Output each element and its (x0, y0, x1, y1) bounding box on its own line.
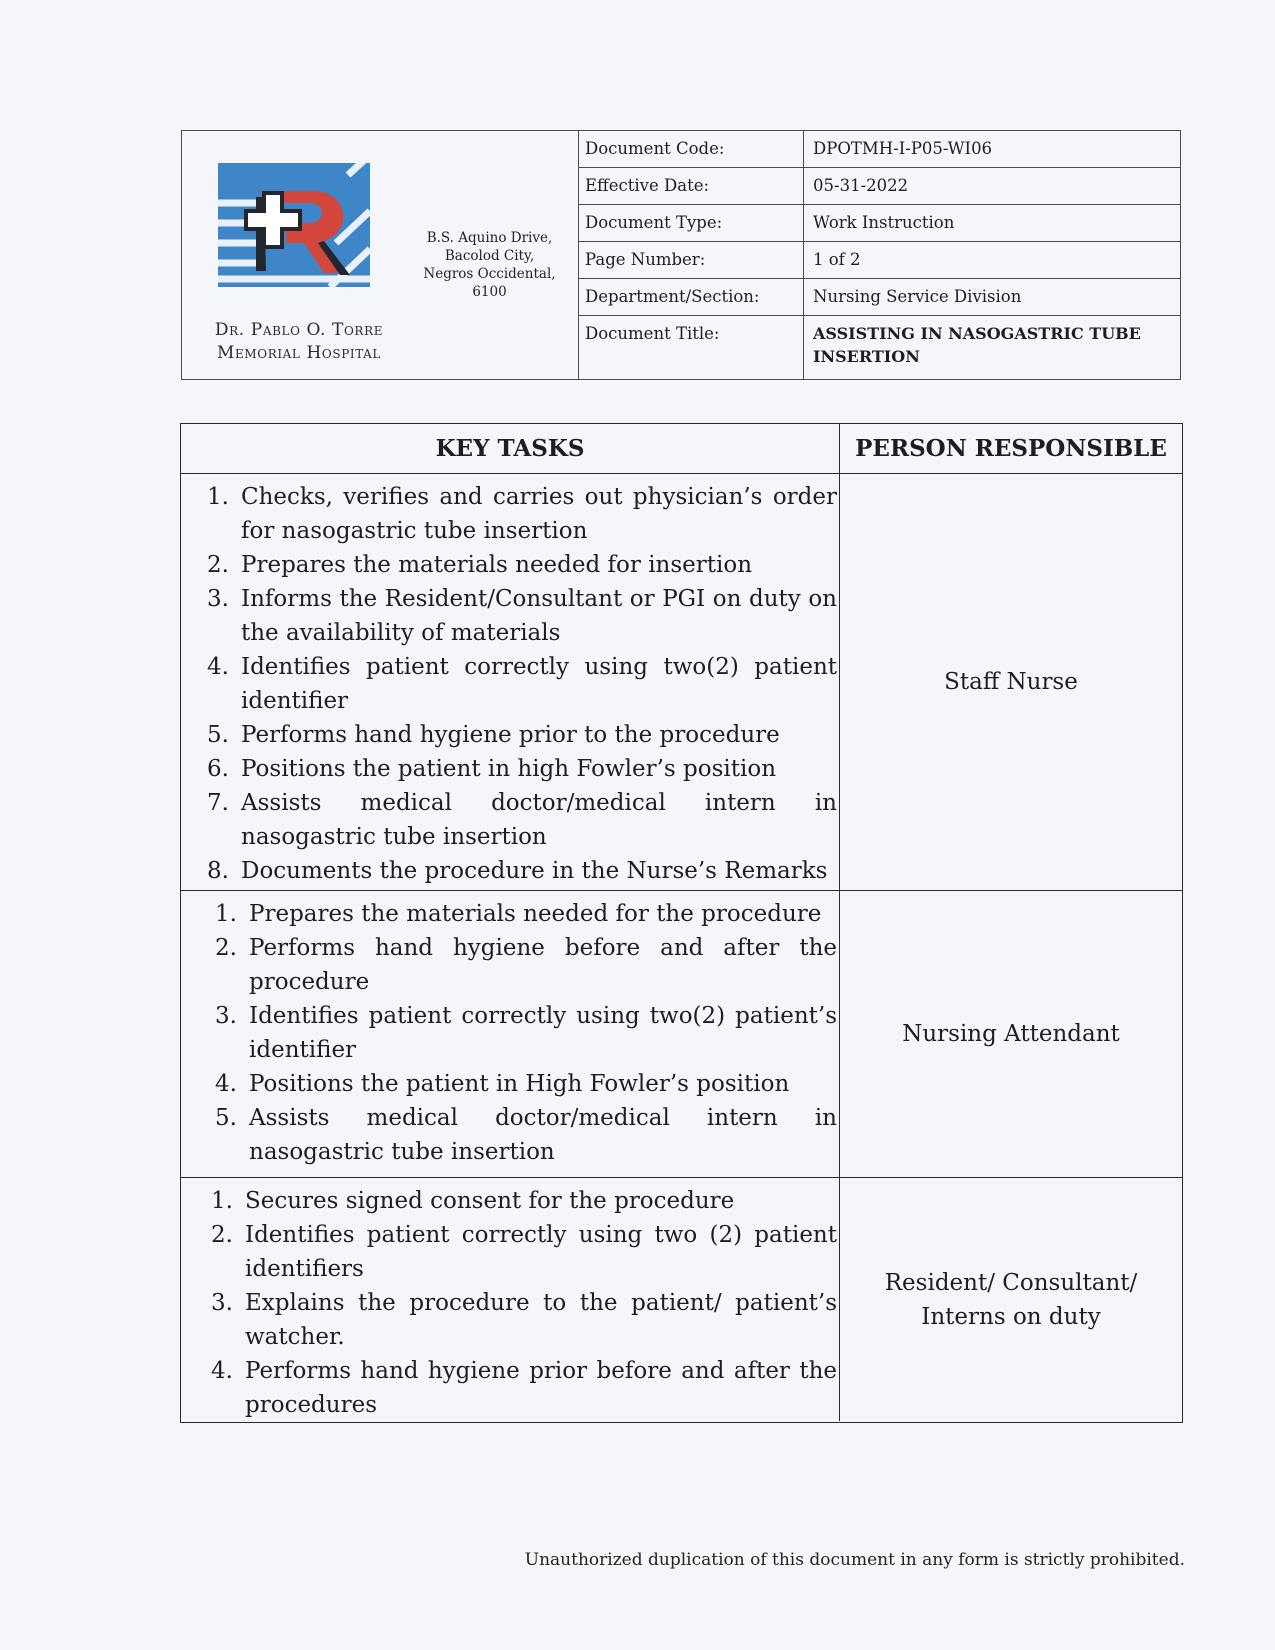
meta-label: Page Number: (579, 242, 804, 278)
list-item-text: Identifies patient correctly using two(2) patient identifier (241, 654, 837, 714)
list-item-number: 1. (215, 901, 237, 927)
list-item-number: 6. (207, 756, 229, 782)
list-item-text: Assists medical doctor/medical intern in nasogastric tube insertion (249, 1105, 837, 1165)
list-item (181, 1184, 837, 1218)
list-item-number: 2. (207, 552, 229, 578)
list-item (181, 480, 837, 548)
list-item (181, 548, 837, 582)
list-item-text: Performs hand hygiene prior to the procedure (241, 722, 780, 748)
list-item-text: Secures signed consent for the procedure (245, 1188, 735, 1214)
address-line: 6100 (472, 284, 507, 300)
list-item (181, 1286, 837, 1354)
meta-row-document-code (579, 131, 1180, 168)
list-item-number: 3. (211, 1290, 233, 1316)
meta-value: Work Instruction (813, 213, 955, 232)
list-item (181, 786, 837, 854)
task-list-cell (181, 474, 840, 890)
list-item-number: 7. (207, 790, 229, 816)
hospital-name: Dr. Pablo O. Torre Memorial Hospital (214, 320, 384, 363)
table-header-row (181, 424, 1182, 474)
list-item-number: 3. (207, 586, 229, 612)
list-item-number: 4. (207, 654, 229, 680)
document-meta-table (579, 131, 1180, 379)
column-header-person-responsible: PERSON RESPONSIBLE (855, 435, 1167, 462)
key-tasks-table (180, 423, 1183, 1423)
person-responsible-cell: Nursing Attendant (902, 1021, 1120, 1047)
list-item-number: 4. (211, 1358, 233, 1384)
list-item-number: 4. (215, 1071, 237, 1097)
hospital-address (402, 229, 577, 301)
address-line: B.S. Aquino Drive, (426, 230, 553, 246)
list-item-number: 1. (211, 1188, 233, 1214)
task-list-cell (181, 1178, 840, 1421)
list-item (181, 752, 837, 786)
list-item-text: Positions the patient in high Fowler’s position (241, 756, 777, 782)
list-item (181, 897, 837, 931)
hospital-logo-cell (182, 131, 579, 379)
list-item (181, 1354, 837, 1422)
meta-label: Document Title: (579, 316, 804, 379)
task-list (181, 1184, 837, 1422)
list-item (181, 718, 837, 752)
person-responsible-cell: Resident/ Consultant/ Interns on duty (884, 1269, 1138, 1330)
list-item-text: Prepares the materials needed for insertion (241, 552, 753, 578)
list-item-number: 1. (207, 484, 229, 510)
task-group-staff-nurse (181, 474, 1182, 891)
meta-label: Department/Section: (579, 279, 804, 315)
list-item-number: 8. (207, 858, 229, 884)
list-item-text: Checks, verifies and carries out physician’s order for nasogastric tube insertion (241, 484, 837, 544)
list-item (181, 582, 837, 650)
list-item-number: 5. (207, 722, 229, 748)
list-item-text: Performs hand hygiene prior before and after the procedures (245, 1358, 837, 1418)
list-item (181, 854, 837, 888)
task-list (181, 897, 837, 1169)
list-item-text: Documents the procedure in the Nurse’s Remarks (241, 858, 828, 884)
hospital-cross-r-logo-icon (218, 163, 378, 291)
document-title: ASSISTING IN NASOGASTRIC TUBE INSERTION (813, 324, 1141, 366)
list-item-text: Assists medical doctor/medical intern in nasogastric tube insertion (241, 790, 837, 850)
duplication-notice: Unauthorized duplication of this document in any form is strictly prohibited. (524, 1550, 1185, 1570)
list-item (181, 1218, 837, 1286)
list-item-text: Informs the Resident/Consultant or PGI on duty on the availability of materials (241, 586, 837, 646)
list-item-text: Identifies patient correctly using two (2) patient identifiers (245, 1222, 837, 1282)
list-item-number: 3. (215, 1003, 237, 1029)
meta-value: DPOTMH-I-P05-WI06 (813, 139, 993, 158)
meta-label: Document Code: (579, 131, 804, 167)
list-item (181, 1101, 837, 1169)
list-item (181, 650, 837, 718)
meta-value: 1 of 2 (813, 250, 861, 269)
meta-row-effective-date (579, 168, 1180, 205)
meta-row-document-title (579, 316, 1180, 379)
list-item (181, 1067, 837, 1101)
meta-label: Effective Date: (579, 168, 804, 204)
task-list-cell (181, 891, 840, 1177)
list-item-number: 2. (215, 935, 237, 961)
list-item-text: Explains the procedure to the patient/ patient’s watcher. (245, 1290, 837, 1350)
list-item-number: 5. (215, 1105, 237, 1131)
person-responsible-cell: Staff Nurse (944, 669, 1078, 695)
list-item (181, 999, 837, 1067)
address-line: Bacolod City, (444, 248, 535, 264)
list-item-text: Prepares the materials needed for the procedure (249, 901, 822, 927)
task-list (181, 480, 837, 888)
list-item (181, 931, 837, 999)
meta-row-department (579, 279, 1180, 316)
task-group-resident-consultant (181, 1178, 1182, 1421)
list-item-number: 2. (211, 1222, 233, 1248)
list-item-text: Performs hand hygiene before and after the procedure (249, 935, 837, 995)
meta-row-document-type (579, 205, 1180, 242)
meta-value: Nursing Service Division (813, 287, 1022, 306)
document-header (181, 130, 1181, 380)
address-line: Negros Occidental, (423, 266, 556, 282)
column-header-key-tasks: KEY TASKS (181, 424, 840, 473)
task-group-nursing-attendant (181, 891, 1182, 1178)
meta-label: Document Type: (579, 205, 804, 241)
meta-value: 05-31-2022 (813, 176, 909, 195)
list-item-text: Positions the patient in High Fowler’s position (249, 1071, 790, 1097)
list-item-text: Identifies patient correctly using two(2) patient’s identifier (249, 1003, 837, 1063)
meta-row-page-number (579, 242, 1180, 279)
